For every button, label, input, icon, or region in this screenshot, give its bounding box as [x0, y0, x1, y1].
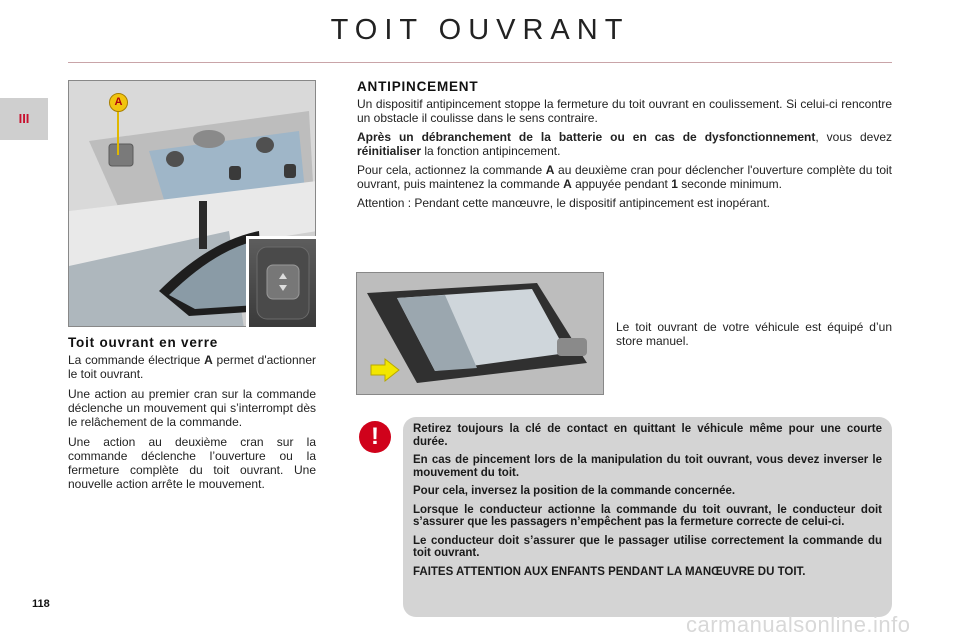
warning-box: [403, 417, 892, 617]
warning-item: Le conducteur doit s’assurer que le passager utilise correctement la commande du toit ouvrant.: [413, 534, 882, 559]
p3-d: A: [563, 177, 572, 191]
site-watermark: carmanualsonline.info: [686, 612, 911, 637]
manual-blind-note: Le toit ouvrant de votre véhicule est équipé d’un store manuel.: [616, 320, 892, 348]
p2-bold2: réinitialiser: [357, 144, 422, 158]
antipinch-p2: [357, 130, 892, 158]
p3-b: A: [545, 163, 555, 177]
antipinch-text: [357, 97, 892, 215]
p2-mid: , vous devez: [815, 130, 893, 144]
sunroof-blind-photo: [356, 272, 604, 395]
p3-e: appuyée pendant: [571, 177, 672, 191]
p1-control-ref: A: [204, 353, 213, 367]
warning-icon: !: [359, 421, 391, 453]
title-divider: [68, 62, 892, 63]
antipinch-p3: [357, 163, 892, 191]
warning-item: Lorsque le conducteur actionne la commande du toit ouvrant, le conducteur doit s’assurer que les passagers n’empêchent pas la fermeture correcte de celui-ci.: [413, 503, 882, 528]
page-number: 118: [32, 598, 50, 610]
glass-roof-p1: [68, 353, 316, 381]
glass-roof-p2: Une action au premier cran sur la commande déclenche un mouvement qui s’interrompt dès le relâchement de la commande.: [68, 387, 316, 429]
p1-text: La commande électrique: [68, 353, 205, 367]
antipinch-p1: Un dispositif antipincement stoppe la fermeture du toit ouvrant en coulissement. Si celui-ci rencontre un obstacle il coulisse dans le sens contraire.: [357, 97, 892, 125]
callout-a-badge: A: [109, 93, 128, 112]
antipinch-heading: ANTIPINCEMENT: [357, 79, 479, 94]
p3-c: au deuxième cran pour déclencher l'ouverture complète du toit ouvrant, puis maintenez la commande: [357, 163, 893, 191]
antipinch-p4: Attention : Pendant cette manœuvre, le dispositif antipincement est inopérant.: [357, 196, 770, 210]
p3-f: 1: [671, 177, 678, 191]
p3-a: Pour cela, actionnez la commande: [357, 163, 546, 177]
sunroof-switch-icon: [249, 239, 316, 327]
glass-roof-heading: Toit ouvrant en verre: [68, 335, 219, 350]
p1-text-end: permet d'actionner le toit ouvrant.: [68, 353, 316, 381]
warning-item: Pour cela, inversez la position de la commande concernée.: [413, 485, 736, 497]
warning-item: Retirez toujours la clé de contact en quittant le véhicule même pour une courte durée.: [413, 423, 882, 448]
p2-post: la fonction antipincement.: [421, 144, 561, 158]
glass-roof-p3: Une action au deuxième cran sur la commande déclenche l’ouverture ou la fermeture complète du toit ouvrant. Une nouvelle action arrête le mouvement.: [68, 435, 316, 491]
page-title: TOIT OUVRANT: [330, 14, 630, 46]
p3-g: seconde minimum.: [677, 177, 782, 191]
callout-leader: [117, 110, 119, 155]
warning-item: FAITES ATTENTION AUX ENFANTS PENDANT LA MANŒUVRE DU TOIT.: [413, 565, 806, 578]
p2-bold: Après un débranchement de la batterie ou en cas de dysfonctionnement: [357, 130, 816, 144]
warning-item: En cas de pincement lors de la manipulation du toit ouvrant, vous devez inverser le mouvement du toit.: [413, 454, 882, 479]
chapter-tab[interactable]: III: [0, 98, 48, 140]
sunroof-illustration: [357, 273, 604, 395]
glass-roof-text: [68, 353, 316, 497]
switch-closeup-photo: [246, 236, 316, 327]
